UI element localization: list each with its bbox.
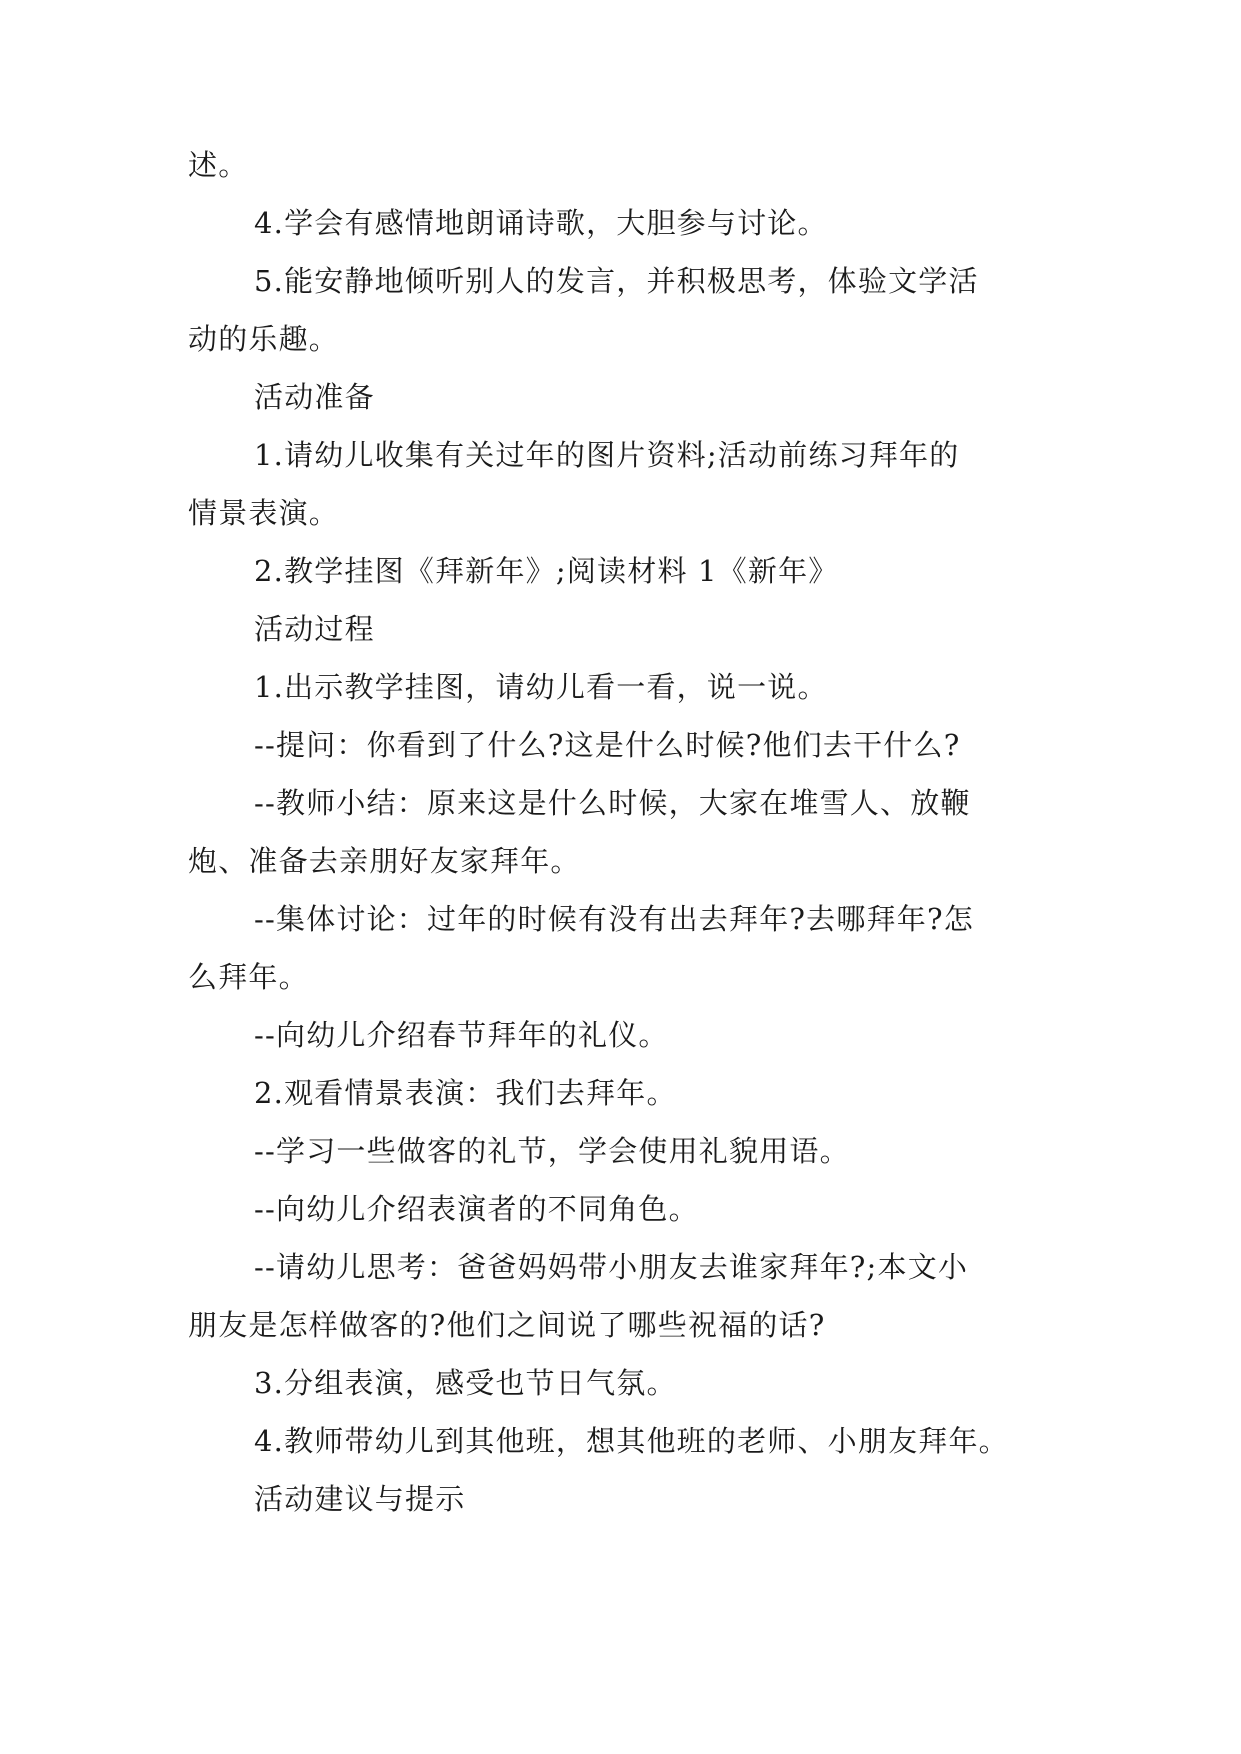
text-line: --向幼儿介绍春节拜年的礼仪。	[254, 1018, 669, 1052]
text-line: 述。	[188, 148, 249, 182]
text-line: 2.教学挂图《拜新年》;阅读材料 1《新年》	[254, 554, 839, 588]
section-heading: 活动过程	[254, 612, 375, 646]
text-line: --集体讨论：过年的时候有没有出去拜年?去哪拜年?怎	[254, 902, 974, 936]
text-line: 情景表演。	[188, 496, 340, 530]
text-line: 2.观看情景表演：我们去拜年。	[254, 1076, 677, 1110]
text-line: 1.出示教学挂图，请幼儿看一看，说一说。	[254, 670, 828, 704]
text-line: 炮、准备去亲朋好友家拜年。	[188, 844, 581, 878]
text-line: --请幼儿思考：爸爸妈妈带小朋友去谁家拜年?;本文小	[254, 1250, 969, 1284]
section-heading: 活动建议与提示	[254, 1482, 466, 1516]
text-line: 动的乐趣。	[188, 322, 340, 356]
text-line: 1.请幼儿收集有关过年的图片资料;活动前练习拜年的	[254, 438, 960, 472]
text-line: 5.能安静地倾听别人的发言，并积极思考，体验文学活	[254, 264, 979, 298]
text-line: --教师小结：原来这是什么时候，大家在堆雪人、放鞭	[254, 786, 971, 820]
text-line: 么拜年。	[188, 960, 309, 994]
text-line: --提问：你看到了什么?这是什么时候?他们去干什么?	[254, 728, 961, 762]
text-line: 4.教师带幼儿到其他班，想其他班的老师、小朋友拜年。	[254, 1424, 1009, 1458]
text-line: 朋友是怎样做客的?他们之间说了哪些祝福的话?	[188, 1308, 826, 1342]
text-line: 3.分组表演，感受也节日气氛。	[254, 1366, 677, 1400]
section-heading: 活动准备	[254, 380, 375, 414]
text-line: --向幼儿介绍表演者的不同角色。	[254, 1192, 699, 1226]
text-line: --学习一些做客的礼节，学会使用礼貌用语。	[254, 1134, 850, 1168]
text-line: 4.学会有感情地朗诵诗歌，大胆参与讨论。	[254, 206, 828, 240]
